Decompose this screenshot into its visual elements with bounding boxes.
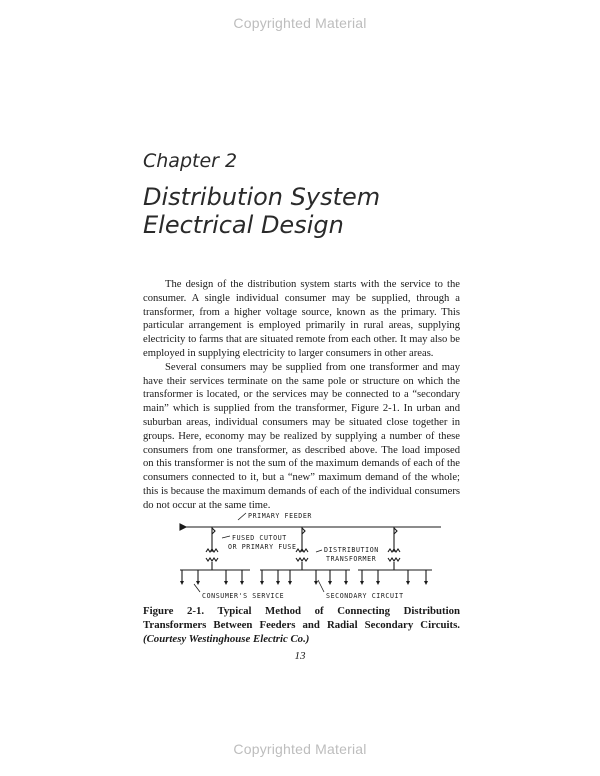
distribution-label-2: TRANSFORMER	[326, 555, 377, 563]
figure-caption	[143, 604, 460, 646]
copyright-watermark-bottom: Copyrighted Material	[233, 741, 367, 757]
chapter-label: Chapter 2	[143, 150, 238, 172]
chapter-title-line-1: Distribution System	[143, 183, 381, 211]
fused-cutout-label-1: FUSED CUTOUT	[232, 534, 287, 542]
body-text	[143, 278, 460, 513]
consumers-service-label: CONSUMER'S SERVICE	[202, 592, 285, 600]
primary-feeder-label: PRIMARY FEEDER	[248, 512, 312, 520]
fused-cutout-label-2: OR PRIMARY FUSE	[228, 543, 297, 551]
secondary-circuit-label: SECONDARY CIRCUIT	[326, 592, 404, 600]
caption-credit: (Courtesy Westinghouse Electric Co.)	[143, 633, 310, 645]
page-number: 13	[294, 650, 306, 662]
feeder-arrow-icon	[180, 524, 186, 530]
chapter-title	[143, 183, 380, 239]
service-drops	[182, 570, 426, 582]
figure-diagram	[160, 508, 450, 604]
copyright-watermark-top: Copyrighted Material	[233, 15, 367, 31]
distribution-label-1: DISTRIBUTION	[324, 546, 379, 554]
caption-text: Figure 2-1. Typical Method of Connecting Distribution Transformers Between Feeders and Radial Secondary Circuits.	[143, 605, 460, 631]
chapter-title-line-2: Electrical Design	[143, 211, 344, 239]
paragraph-1: The design of the distribution system starts with the service to the consumer. A single individual consumer may be supplied, through a transformer, from a higher voltage source, known as the primary. This particular arrangement is employed primarily in rural areas, supplying electricity to farms that are situated remote from each other. It may also be employed in supplying electricity to larger consumers in other areas.	[143, 279, 460, 359]
paragraph-2: Several consumers may be supplied from one transformer and may have their services terminate on the same pole or structure on which the transformer is located, or the services may be connected to a “secondary main” which is supplied from the transformer, Figure 2-1. In urban and suburban areas, individual consumers may be situated close together in groups. Here, economy may be realized by supplying a number of these consumers from one transformer, as described above. The load imposed on this transformer is not the sum of the maximum demands of each of the consumers connected to it, but a “new” maximum demand of the whole; this is because the maximum demands of each of the individual consumers do not occur at the same time.	[143, 361, 460, 511]
